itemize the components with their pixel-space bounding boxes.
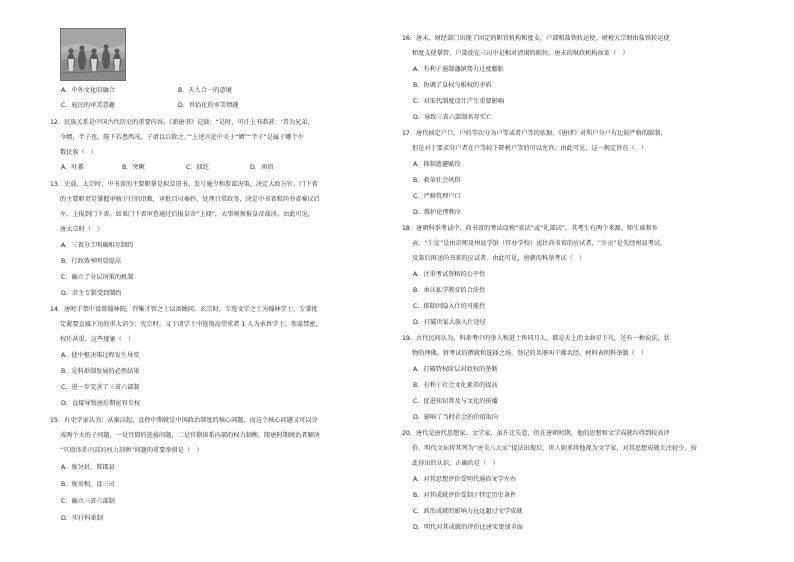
q14-option-c: C．进一步完善了三省六部制	[61, 384, 140, 391]
q18-quote-shengtu: “生徒”	[424, 240, 444, 247]
q18-line-3: 及第后再送尚书省的应试者。由此可见，唐朝的科举考试（ ）	[412, 255, 586, 262]
q14-option-b: B．是科举制发展的必然结果	[61, 368, 140, 375]
q18-option-b: B．承认私学教育的合法性	[413, 287, 486, 294]
q20-line-3: 此得出的认识，正确的是（ ）	[412, 460, 499, 467]
q17-line-1: 17．唐代核定户口，户的等次分为户等或者户等的依据，《唐律》对所户分户有比较严格的限制，	[402, 130, 667, 137]
q14-line-1: 14．唐时于禁中设置翰林院，召集才智之士以备顾问。玄宗时，专选文学之士为翰林学士，专掌批	[50, 306, 318, 313]
q17-option-a: A．抑制逃避赋役	[413, 161, 461, 168]
q11-option-b: B．天人合一的意境	[178, 87, 232, 94]
q19-option-c: C．促进知识普及与文化的传播	[413, 398, 498, 405]
q19-option-b: B．有利于社会文化素养的提高	[413, 382, 498, 389]
q12-option-a: A．吐蕃	[61, 164, 84, 171]
q12-line-3: 数民族（ ）	[60, 149, 98, 156]
q13-option-d: D．君主专制受到制约	[61, 290, 122, 297]
q18-option-d: D．打破世家大族入仕途径	[413, 319, 486, 326]
q16-option-b: B．协调了皇权与相权的矛盾	[413, 82, 492, 89]
q15-option-c: C．确立三省六部制	[61, 498, 115, 505]
q20-line-2	[412, 446, 697, 452]
q16-option-a: A．有利于遏制藩镇势力过度膨胀	[413, 66, 504, 73]
q16-line-1: 16．唐末，财经部门出现了固定的职官机构和度支、户部和盐铁转运使。财税大宗财由盐铁转运使	[402, 35, 670, 42]
q18-option-a: A．注重考试资格的公平性	[413, 271, 486, 278]
q12-option-d: D．南诏	[250, 164, 274, 171]
q18-line-2	[412, 241, 666, 247]
q17-option-b: B．救荣社会风俗	[413, 177, 461, 184]
q13-line-3: 左，上报到门下省。如果门下省审查通过后报皇帝“上闻”，大事则须报皇帝裁决。由此可见，	[60, 211, 314, 218]
q16-option-c: C．对宋代制度设计产生重要影响	[413, 98, 504, 105]
q13-line-2: 的主要职责是掌握审核下行的诏敕，审批百司奏抄，处理日常政务，决定中书省和尚书省奏议后	[60, 196, 320, 203]
q19-option-a: A．打破特权阶层对政权的垄断	[413, 366, 498, 373]
q16-line-2: 和度支使掌管，户部使在三司中是相对清闲的职位。唐末的财政机构改革（ ）	[412, 50, 629, 57]
q11-option-a: A．中外文化的融合	[61, 87, 115, 94]
q15-line-3	[60, 448, 203, 454]
q17-line-2: 但是对于要求分户者在户等较下降税户等的可以允许。由此可见，这一规定旨在（ ）	[412, 145, 648, 152]
q12-line-2: 今婿，半子也。陛下若患西戎，子请以兵除之。’”上述言论中关于“婿”“半子”是属于哪个少	[60, 134, 304, 141]
q12-option-c: C．回纥	[186, 164, 209, 171]
painting-figure	[60, 28, 126, 81]
q15-quote-tail: 问题的重要举措是（ ）	[134, 447, 203, 454]
q19-line-2: 物的理佛，将考试的撰就和选择之场，登记的名册叫干佛名经。材料表明科举制（ ）	[412, 350, 648, 357]
q13-option-b: B．行政效率明显提高	[61, 258, 121, 265]
q12-line-1: 12．民族关系是中国古代历史的重要内容。《新唐书》记载：“是时，可汗上书恭甚：‘昔为兄弟，	[50, 119, 314, 126]
q17-option-d: D．维护伦理秩序	[413, 209, 462, 216]
q20-line-1: 20．唐代是唐代思想家、文学家，虽升迁失意，但在唐朝时期，他的思想和文学成就均得到较高评	[402, 430, 670, 437]
q20-option-a: A．对其思想评价受明代通俗文学左右	[413, 476, 517, 483]
q18-line-1: 18．唐朝科举考试中，尚书省的考试设称“省试”或“礼部试”，其考生有两个来源，师生谁和乡	[402, 225, 658, 232]
q15-option-d: D．实行科举制	[61, 515, 103, 522]
q18-line-2-c: 是先经州县考试，	[616, 240, 667, 247]
q13-line-4: 唐太宗时（ ）	[60, 226, 104, 233]
q20-option-c: C．政治成就的影响力远远超过文学成就	[413, 508, 523, 515]
q18-quote-xianggong: “乡贡”	[597, 240, 617, 247]
q14-line-3: 权任甚重。这些现象（ ）	[60, 336, 135, 343]
q11-option-d: D．世俗化的审美情趣	[178, 102, 239, 109]
q15-quote: “官僚体系内部的权力制衡”	[60, 447, 135, 454]
q15-option-b: B．废丞相，设三司	[61, 481, 115, 488]
q13-option-c: C．确立了分层决策的机制	[61, 274, 134, 281]
q15-option-a: A．废分封，置郡县	[61, 464, 115, 471]
q19-option-d: D．影响了当时社会的价值取向	[413, 414, 499, 421]
q17-option-c: C．严格管理户口	[413, 193, 461, 200]
q15-line-2: 成两个大的子问题，一是官僚的选拔问题，二是官僚体系内部的权力制衡。隋唐时期统治者解决	[60, 432, 320, 439]
q20-line-2-b: 提法出现后，世人则多将他视为文学家，对其思想成就关注较少。按	[511, 445, 697, 452]
q14-option-a: A．使中枢决策过程发生异变	[61, 352, 140, 359]
q11-option-c: C．庖民的审美意趣	[61, 102, 115, 109]
q15-line-1: 15．有史学家认为：从秦汉起，直停中期就是中国政治制度的核心问题，而这个核心问题又可以分	[50, 417, 318, 424]
q18-option-c: C．排除因隐入仕的可能性	[413, 303, 486, 310]
q20-quote: “唐宋八大家”	[473, 445, 512, 452]
q12-option-b: B．突厥	[122, 164, 145, 171]
q20-option-b: B．对其成就评价受制于特定历史条件	[413, 492, 517, 499]
q20-option-d: D．明代对其成就的评价比唐宋更加全面	[413, 524, 523, 531]
q18-line-2-b: 是由京师及州县学馆（官办学校）送往尚书省的应试者，	[443, 240, 598, 247]
q13-line-1: 13．史载，太宗时，中书省的主要职掌是拟草诏书、发号施令和参谋决策，决定大政方针。门下省	[50, 181, 318, 188]
q14-option-d: D．直接导致唐后期宦官专权	[61, 400, 141, 407]
q19-line-1: 19．古代民间认为，科举考中的举人和进士皆同月人，都是天上的文曲星下凡，还有一种说法，状	[402, 335, 670, 342]
q13-option-a: A．三省分工明确相互制约	[61, 242, 134, 249]
q14-line-2: 定紧要直接下达的重大诏令；宪宗时，又于诸学士中选资高望重者 1 人为承旨学士，参谋禁密，	[60, 321, 322, 328]
q16-option-d: D．导致三省六部制名存实亡	[413, 114, 493, 121]
q18-line-2-a: 贡。	[412, 240, 425, 247]
q20-line-2-a: 价。明代文坛将其列为	[412, 445, 474, 452]
